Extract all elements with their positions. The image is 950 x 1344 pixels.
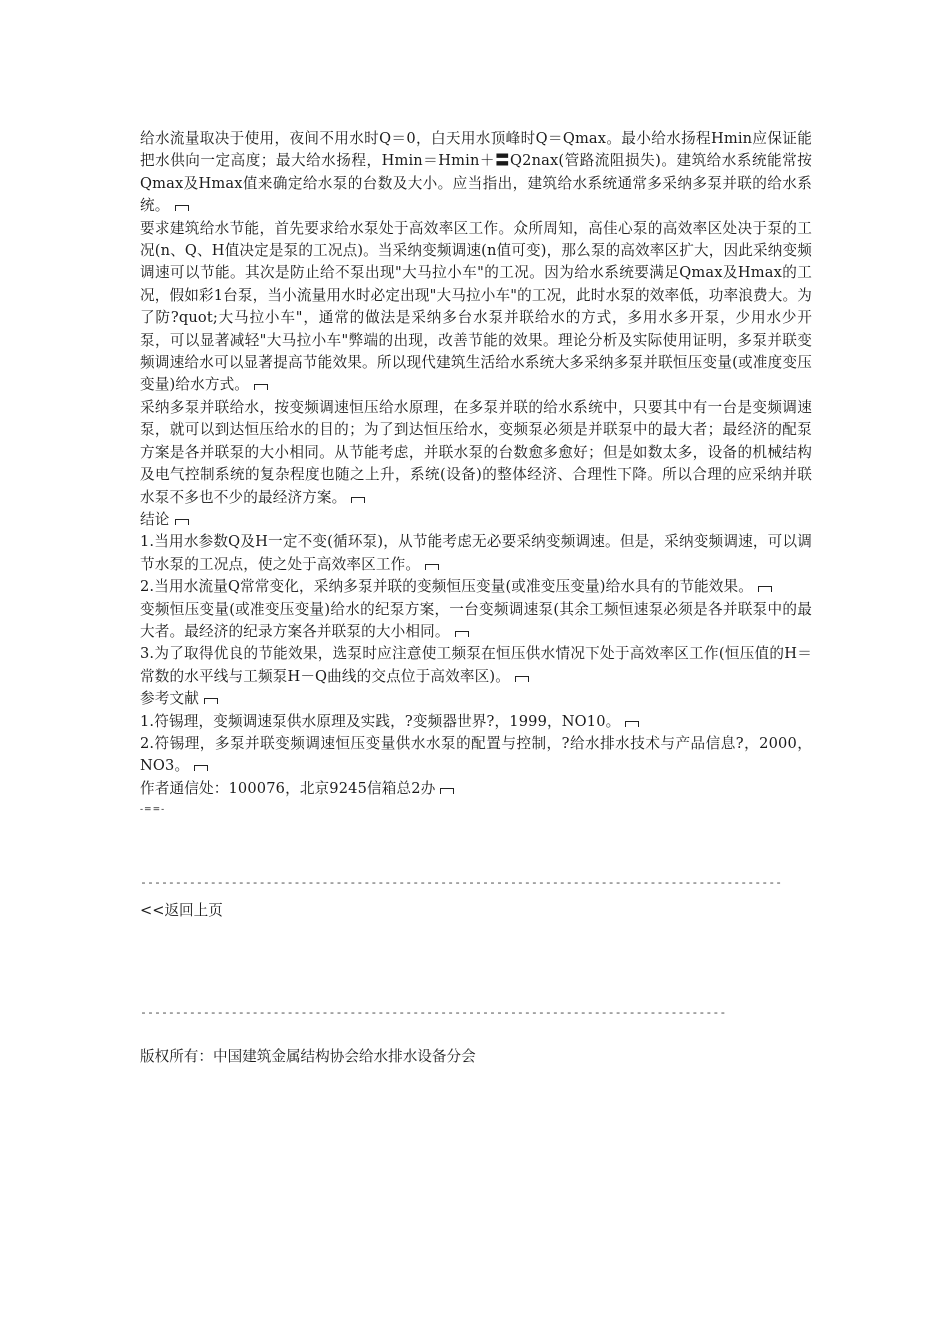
article-body	[140, 128, 812, 1068]
conclusion-item-2: 2.当用水流量Q常常变化，采纳多泵并联的变频恒压变量(或准变压变量)给水具有的节能效果。	[140, 576, 812, 598]
conclusion-item-2-detail: 变频恒压变量(或准变压变量)给水的纪泵方案，一台变频调速泵(其余工频恒速泵必须是各并联泵中的最大者。最经济的纪录方案各并联泵的大小相同。	[140, 599, 812, 644]
reference-item-2: 2.符锡理，多泵并联变频调速恒压变量供水水泵的配置与控制，?给水排水技术与产品信息?，2000，NO3。	[140, 733, 812, 778]
paragraph-energy-saving: 要求建筑给水节能，首先要求给水泵处于高效率区工作。众所周知，高佳心泵的高效率区处决于泵的工况(n、Q、H值决定是泵的工况点)。当采纳变频调速(n值可变)，那么泵的高效率区扩大，因此采纳变频调速可以节能。其次是防止给不泵出现"大马拉小车"的工况。因为给水系统要满足Qmax及Hmax的工况，假如彩1台泵，当小流量用水时必定出现"大马拉小车"的工况，此时水泵的效率低，功率浪费大。为了防?quot;大马拉小车"，通常的做法是采纳多台水泵并联给水的方式，多用水多开泵，少用水少开泵，可以显著减轻"大马拉小车"弊端的出现，改善节能的效果。理论分析及实际使用证明，多泵并联变频调速给水可以显著提高节能效果。所以现代建筑生活给水系统大多采纳多泵并联恒压变量(或准度变压变量)给水方式。	[140, 218, 812, 397]
conclusion-item-1: 1.当用水参数Q及H一定不变(循环泵)，从节能考虑无必要采纳变频调速。但是，采纳变频调速，可以调节水泵的工况点，使之处于高效率区工作。	[140, 531, 812, 576]
divider-top: --------------------------------------------------------------------------------------------	[140, 875, 783, 890]
paragraph-multi-pump: 采纳多泵并联给水，按变频调速恒压给水原理，在多泵并联的给水系统中，只要其中有一台是变频调速泵，就可以到达恒压给水的目的；为了到达恒压给水，变频泵必须是并联泵中的最大者；最经济的配泵方案是各并联泵的大小相同。从节能考虑，并联水泵的台数愈多愈好；但是如数太多，设备的机械结构及电气控制系统的复杂程度也随之上升，系统(设备)的整体经济、合理性下降。所以合理的应采纳并联水泵不多也不少的最经济方案。	[140, 397, 812, 509]
reference-item-1: 1.符锡理，变频调速泵供水原理及实践，?变频器世界?，1999，NO10。	[140, 711, 812, 733]
back-link[interactable]: <<返回上页	[140, 902, 223, 920]
conclusion-heading: 结论	[140, 509, 812, 531]
conclusion-item-3: 3.为了取得优良的节能效果，选泵时应注意使工频泵在恒压供水情况下处于高效率区工作(恒压值的H＝常数的水平线与工频泵H－Q曲线的交点位于高效率区)。	[140, 643, 812, 688]
references-heading: 参考文献	[140, 688, 812, 710]
author-address: 作者通信处：100076，北京9245信箱总2办	[140, 778, 812, 800]
divider-bottom: ------------------------------------------------------------------------------------	[140, 1005, 727, 1020]
small-separator: -==-	[140, 805, 166, 816]
copyright-text: 版权所有：中国建筑金属结构协会给水排水设备分会	[140, 1048, 476, 1066]
paragraph-flow-range: 给水流量取决于使用，夜间不用水时Q＝0，白天用水顶峰时Q＝Qmax。最小给水扬程Hmin应保证能把水供向一定高度；最大给水扬程，Hmin＝Hmin＋〓Q2nax(管路流阻损失)。建筑给水系统能常按Qmax及Hmax值来确定给水泵的台数及大小。应当指出，建筑给水系统通常多采纳多泵并联的给水系统。	[140, 128, 812, 218]
